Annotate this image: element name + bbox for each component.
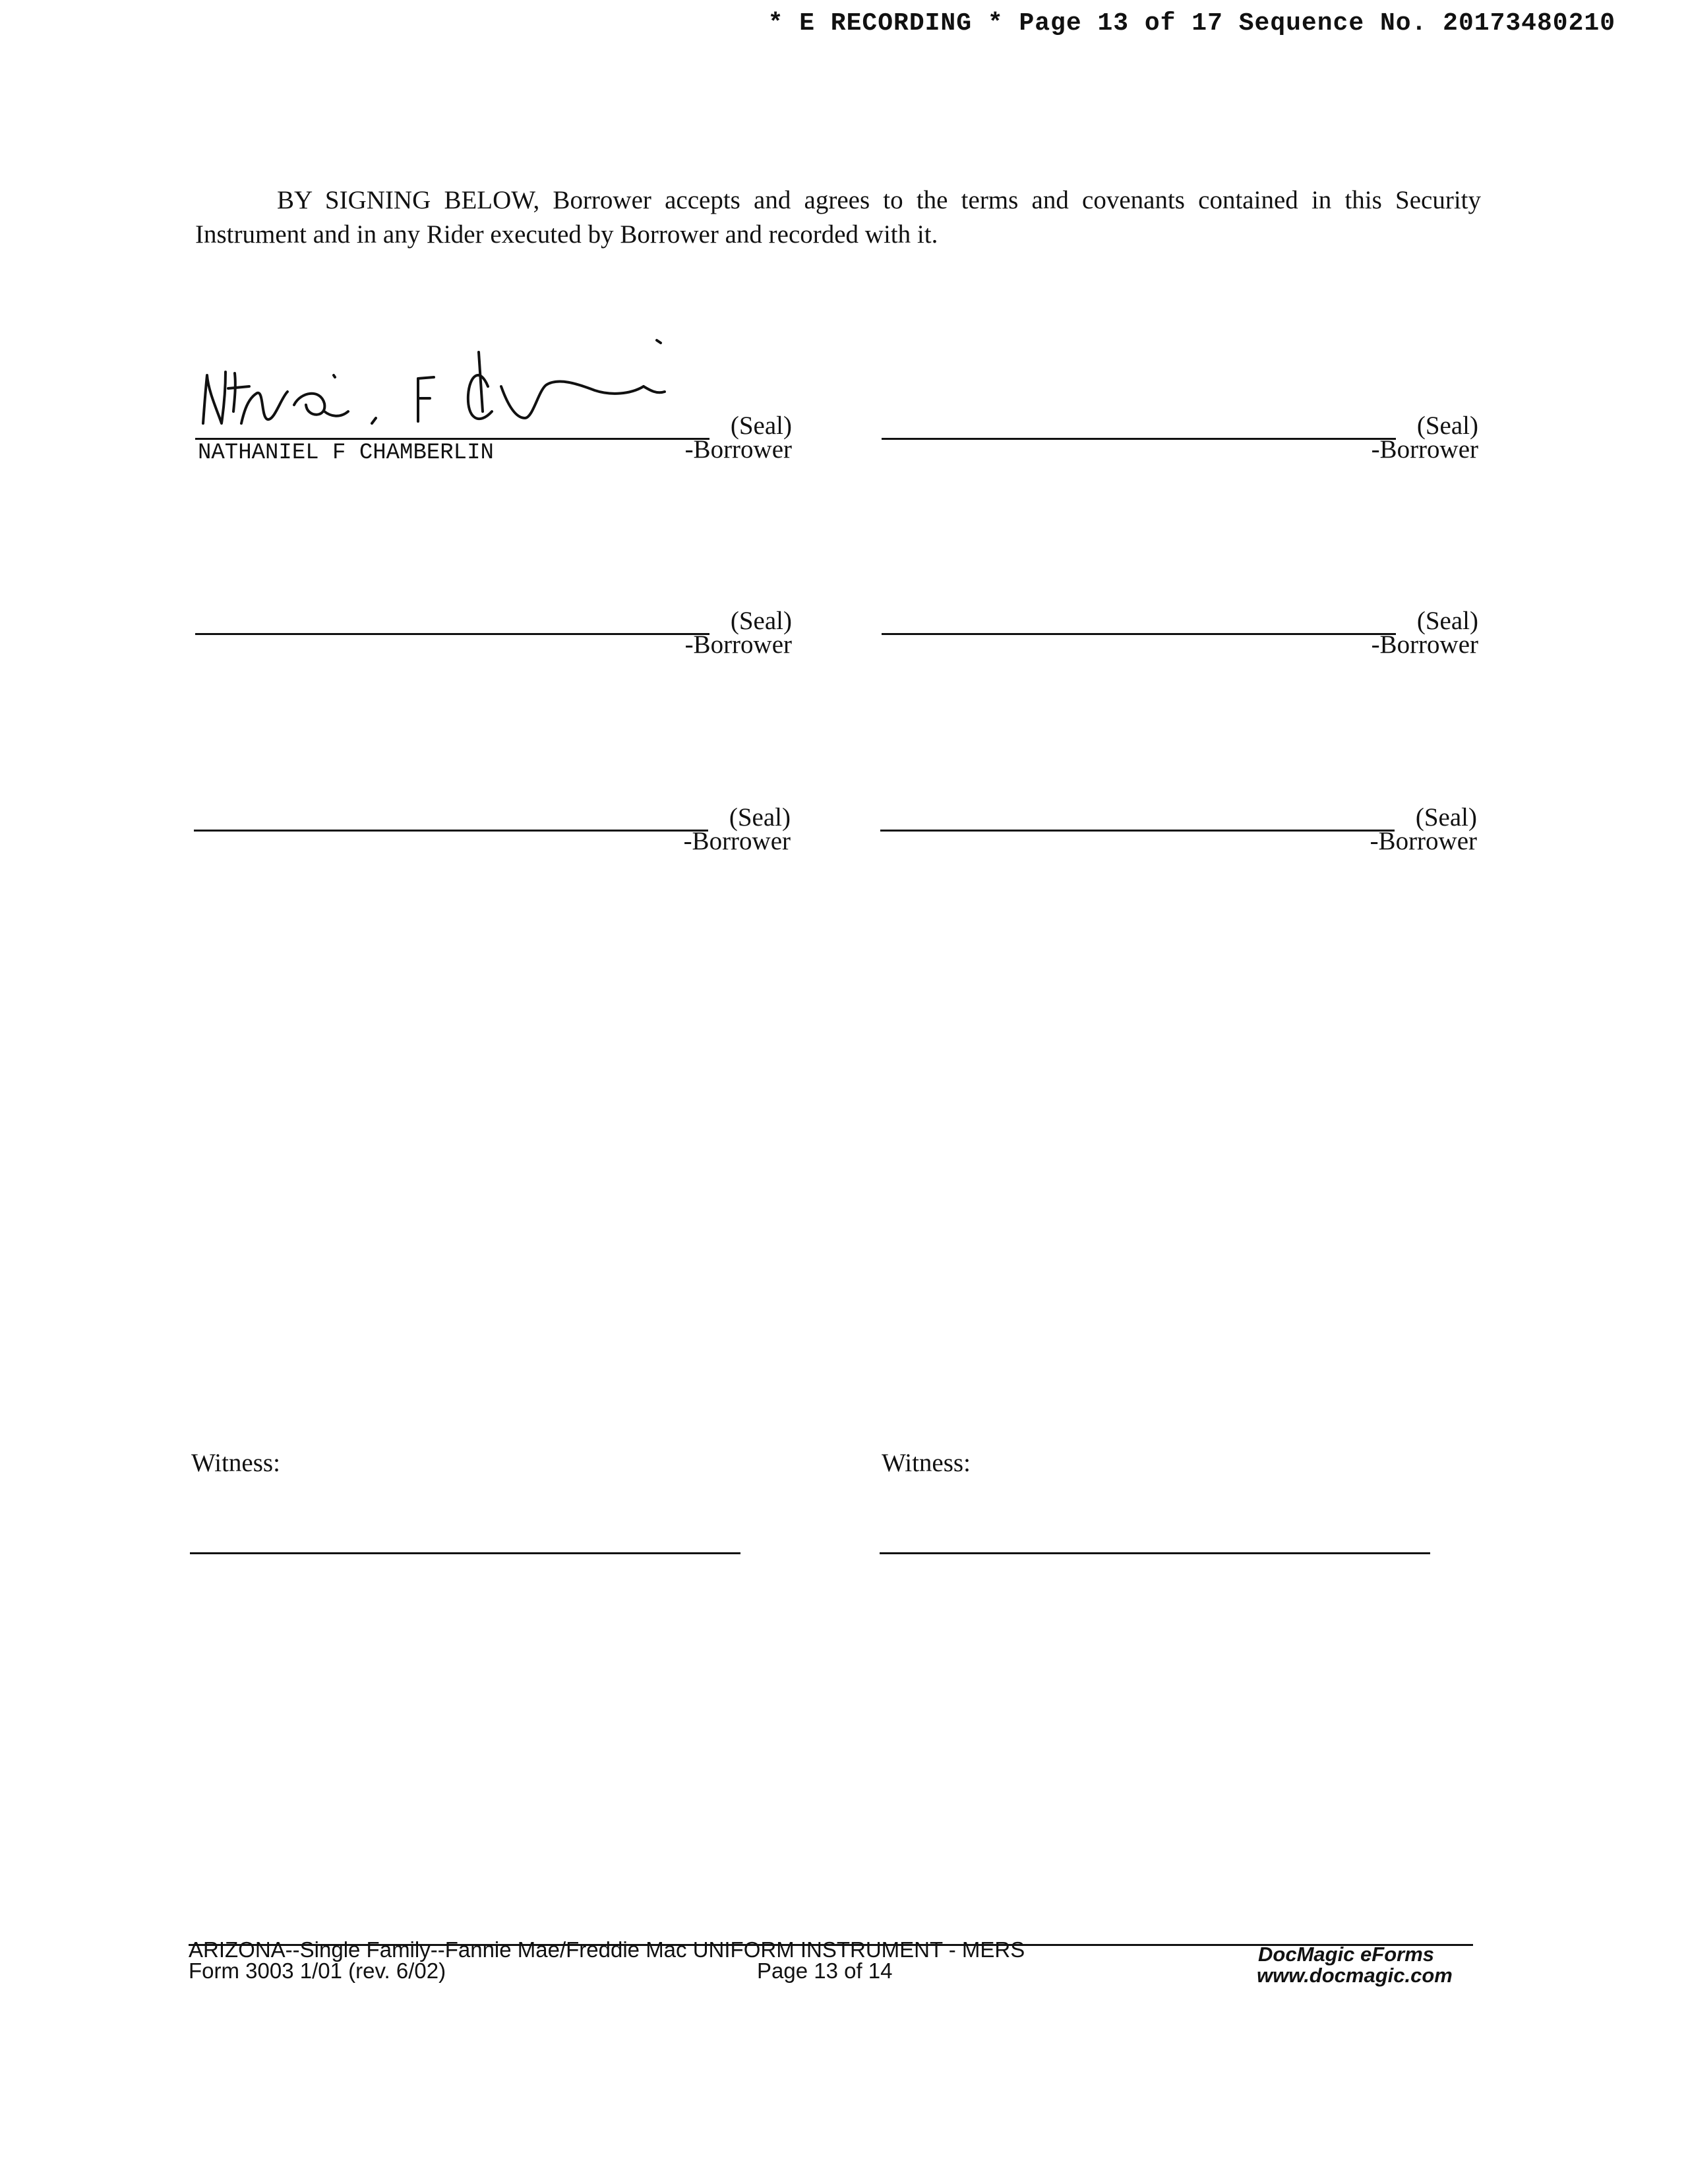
borrower-signature-block-6 <box>880 803 1477 856</box>
borrower-role-label: -Borrower <box>684 630 792 659</box>
witness-label-right: Witness: <box>882 1449 971 1477</box>
witness-signature-line-right <box>880 1552 1430 1554</box>
footer-form-number: Form 3003 1/01 (rev. 6/02) <box>189 1958 446 1983</box>
seal-label: (Seal) <box>1416 607 1478 635</box>
witness-signature-line-left <box>190 1552 740 1554</box>
seal-label: (Seal) <box>730 411 792 440</box>
docmagic-url: www.docmagic.com <box>1257 1964 1453 1987</box>
witness-label-left: Witness: <box>191 1449 280 1477</box>
seal-label: (Seal) <box>1415 803 1477 832</box>
signature-line <box>882 633 1396 635</box>
borrower-role-label: -Borrower <box>1370 827 1477 855</box>
footer-page-number: Page 13 of 14 <box>757 1958 893 1983</box>
signature-line <box>195 438 709 440</box>
handwritten-signature <box>195 313 742 444</box>
signature-line <box>882 438 1396 440</box>
signature-line <box>194 830 708 832</box>
seal-label: (Seal) <box>729 803 791 832</box>
borrower-signature-block-3 <box>195 607 792 659</box>
borrower-role-label: -Borrower <box>684 435 792 464</box>
borrower-signature-block-5 <box>194 803 791 856</box>
docmagic-logo: DocMagic eForms <box>1258 1943 1435 1966</box>
borrower-role-label: -Borrower <box>683 827 791 855</box>
printed-borrower-name: NATHANIEL F CHAMBERLIN <box>198 440 494 466</box>
footer-form-title: ARIZONA--Single Family--Fannie Mae/Freddie Mac UNIFORM INSTRUMENT - MERS <box>189 1937 1025 1962</box>
seal-label: (Seal) <box>1416 411 1478 440</box>
recording-header: * E RECORDING * Page 13 of 17 Sequence No. 20173480210 <box>768 9 1615 38</box>
borrower-signature-block-2 <box>882 411 1478 464</box>
borrower-signature-block-1 <box>195 411 792 464</box>
borrower-role-label: -Borrower <box>1371 435 1478 464</box>
borrower-signature-block-4 <box>882 607 1478 659</box>
agreement-paragraph: BY SIGNING BELOW, Borrower accepts and agrees to the terms and covenants contained in this Security Instrument and in any Rider executed by Borrower and recorded with it. <box>195 186 1481 249</box>
signature-line <box>880 830 1395 832</box>
borrower-role-label: -Borrower <box>1371 630 1478 659</box>
seal-label: (Seal) <box>730 607 792 635</box>
signature-line <box>195 633 709 635</box>
